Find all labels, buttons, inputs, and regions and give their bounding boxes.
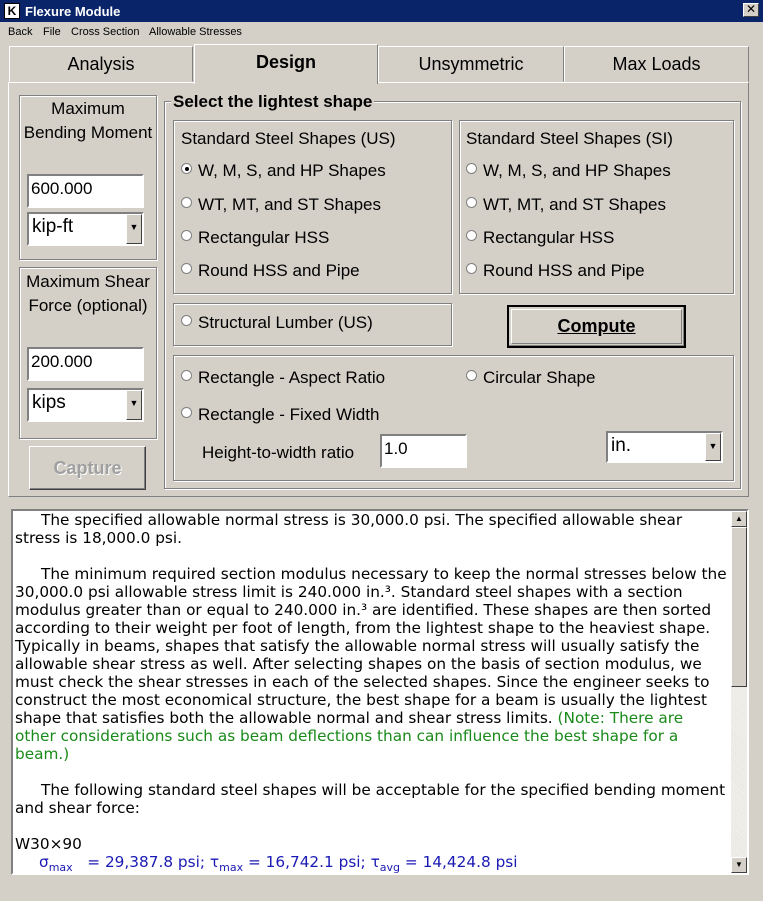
shear-input[interactable]: 200.000	[27, 347, 144, 381]
sigma-value: = 29,387.8 psi;	[87, 853, 206, 871]
radio-icon	[181, 315, 192, 326]
si-radio-round-hss[interactable]	[466, 261, 645, 281]
shear-label: Maximum Shear Force (optional)	[26, 272, 150, 315]
moment-unit-value: kip-ft	[32, 216, 74, 237]
radio-label: WT, MT, and ST Shapes	[198, 195, 381, 214]
us-radio-w-shapes[interactable]	[181, 161, 386, 181]
ratio-label: Height-to-width ratio	[202, 443, 355, 462]
radio-icon	[181, 197, 192, 208]
us-radio-round-hss[interactable]	[181, 261, 360, 281]
us-radio-rect-hss[interactable]	[181, 228, 329, 248]
tau-avg-value: = 14,424.8 psi	[404, 853, 518, 871]
radio-label: Round HSS and Pipe	[198, 261, 360, 280]
tau-symbol: τ	[209, 853, 220, 871]
title-bar	[0, 0, 763, 22]
report-explanation-text: The minimum required section modulus necessary to keep the normal stresses below the 30,000.0 psi allowable stress limit is 240.000 in.³. Standard steel shapes with a section modulus greater than or equal to 240.000 in.³ are identified. These shapes are then sorted according to their weight per foot of length, from the lightest shape to the heaviest shape. Typically in beams, shapes that satisfy the allowable normal stress will usually satisfy the allowable shear stress as well. After selecting shapes on the basis of section modulus, we must check the shear stresses in each of the selected shapes. Since the engineer seeks to construct the most economical structure, the best shape for a beam is usually the lightest shape that satisfies both the allowable normal and shear stress limits.	[15, 565, 727, 727]
us-radio-wt-shapes[interactable]	[181, 195, 381, 215]
radio-icon	[181, 263, 192, 274]
select-shape-title: Select the lightest shape	[171, 90, 374, 114]
close-button[interactable]: ✕	[743, 3, 759, 17]
radio-selected-icon	[181, 163, 192, 174]
sigma-subscript: max	[48, 861, 73, 875]
chevron-down-icon[interactable]: ▼	[126, 390, 142, 420]
menu-bar	[0, 22, 763, 42]
scroll-up-icon[interactable]: ▲	[731, 511, 747, 527]
radio-icon	[181, 370, 192, 381]
chevron-down-icon[interactable]: ▼	[705, 433, 721, 461]
report-paragraph-allowable: The specified allowable normal stress is 30,000.0 psi. The specified allowable shear stress is 18,000.0 psi.	[15, 511, 683, 547]
si-radio-rect-hss[interactable]	[466, 228, 614, 248]
radio-label: Rectangle - Fixed Width	[198, 405, 380, 424]
radio-label: Rectangular HSS	[483, 228, 615, 247]
report-content	[15, 511, 727, 875]
radio-icon	[181, 230, 192, 241]
si-radio-w-shapes[interactable]	[466, 161, 671, 181]
report-stress-line	[15, 853, 727, 875]
report-area[interactable]	[11, 509, 749, 875]
us-shapes-title: Standard Steel Shapes (US)	[181, 129, 396, 148]
shear-unit-value: kips	[32, 392, 66, 413]
report-scrollbar[interactable]	[731, 511, 747, 873]
compute-button[interactable]	[507, 305, 686, 348]
moment-unit-select[interactable]	[27, 212, 144, 246]
radio-circular[interactable]	[466, 368, 595, 388]
radio-label: W, M, S, and HP Shapes	[198, 161, 386, 180]
sigma-symbol: σ	[39, 853, 49, 871]
report-shape-name: W30×90	[15, 835, 82, 853]
capture-button[interactable]: Capture	[29, 446, 146, 490]
tau-subscript: max	[219, 861, 244, 875]
radio-label: Rectangle - Aspect Ratio	[198, 368, 386, 387]
menu-back[interactable]: Back	[8, 26, 33, 38]
tab-unsymmetric[interactable]: Unsymmetric	[378, 46, 564, 82]
chevron-down-icon[interactable]: ▼	[126, 214, 142, 244]
menu-allowable-stresses[interactable]: Allowable Stresses	[149, 26, 242, 38]
radio-rect-fixed[interactable]	[181, 405, 379, 425]
compute-label: Compute	[557, 316, 636, 336]
menu-file[interactable]: File	[43, 26, 61, 38]
radio-icon	[466, 263, 477, 274]
window-title: Flexure Module	[25, 4, 121, 19]
si-radio-wt-shapes[interactable]	[466, 195, 666, 215]
tab-design[interactable]: Design	[194, 44, 378, 84]
radio-label: Circular Shape	[483, 368, 596, 387]
radio-icon	[181, 407, 192, 418]
moment-label: Maximum Bending Moment	[23, 99, 153, 142]
si-shapes-title: Standard Steel Shapes (SI)	[466, 129, 673, 148]
radio-icon	[466, 370, 477, 381]
scroll-down-icon[interactable]: ▼	[731, 857, 747, 873]
radio-rect-aspect[interactable]	[181, 368, 385, 388]
custom-unit-select[interactable]	[606, 431, 723, 463]
radio-label: Structural Lumber (US)	[198, 313, 373, 332]
shear-unit-select[interactable]	[27, 388, 144, 422]
tau-avg-subscript: avg	[379, 861, 401, 875]
app-icon: K	[4, 3, 20, 19]
tau-avg-symbol: τ	[370, 853, 380, 871]
custom-unit-value: in.	[611, 435, 632, 456]
radio-icon	[466, 197, 477, 208]
report-paragraph-explanation	[15, 565, 727, 763]
radio-label: Round HSS and Pipe	[483, 261, 645, 280]
tab-max-loads[interactable]: Max Loads	[564, 46, 749, 82]
tab-analysis[interactable]: Analysis	[9, 46, 193, 82]
radio-icon	[466, 230, 477, 241]
menu-cross-section[interactable]: Cross Section	[71, 26, 140, 38]
report-paragraph-acceptable: The following standard steel shapes will be acceptable for the specified bending moment and shear force:	[15, 781, 726, 817]
ratio-input[interactable]: 1.0	[380, 434, 467, 468]
radio-structural-lumber[interactable]	[181, 313, 373, 333]
moment-input[interactable]: 600.000	[27, 174, 144, 208]
scroll-thumb[interactable]	[731, 527, 747, 687]
radio-icon	[466, 163, 477, 174]
tau-value: = 16,742.1 psi;	[247, 853, 366, 871]
radio-label: Rectangular HSS	[198, 228, 330, 247]
radio-label: W, M, S, and HP Shapes	[483, 161, 671, 180]
radio-label: WT, MT, and ST Shapes	[483, 195, 666, 214]
report-note: (Note: There are other considerations such as beam deflections than can influence the best shape for a beam.)	[15, 709, 684, 763]
